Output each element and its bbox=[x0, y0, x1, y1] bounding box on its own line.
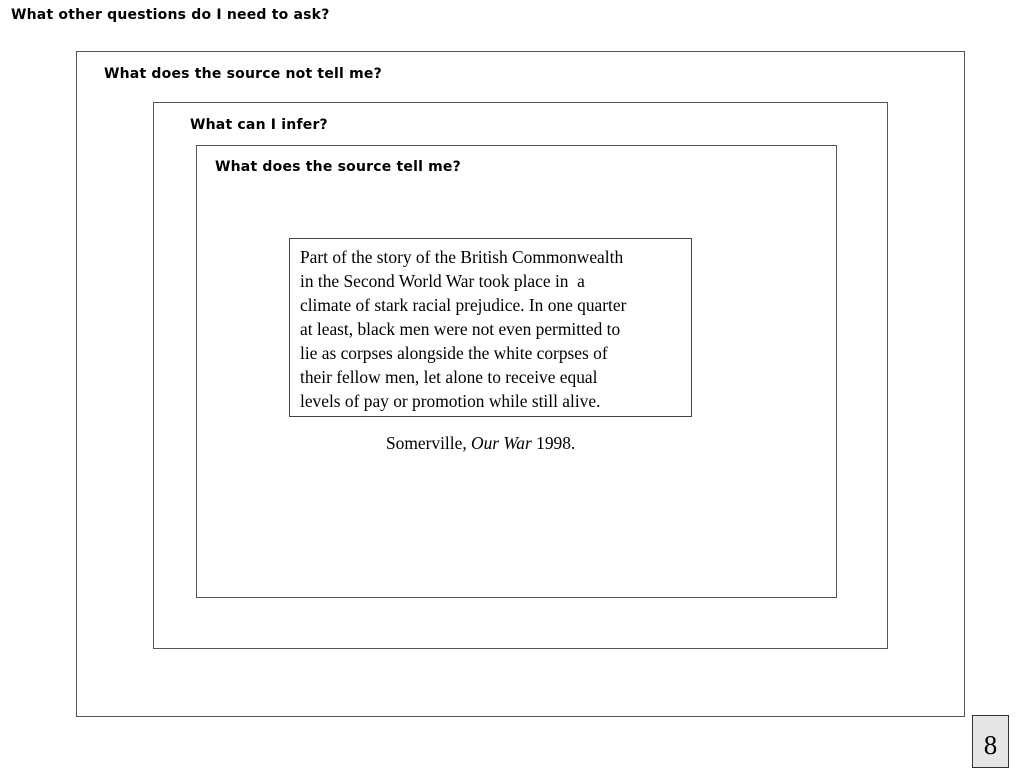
page-number: 8 bbox=[972, 715, 1009, 768]
source-line: in the Second World War took place in a bbox=[300, 271, 585, 291]
source-extract bbox=[289, 238, 692, 417]
heading-infer: What can I infer? bbox=[190, 117, 328, 133]
source-line: their fellow men, let alone to receive equal bbox=[300, 367, 598, 387]
citation-title: Our War bbox=[471, 433, 532, 453]
heading-source-not-tell: What does the source not tell me? bbox=[104, 66, 382, 82]
citation-year: 1998. bbox=[536, 433, 576, 453]
citation-author: Somerville, bbox=[386, 433, 467, 453]
source-line: climate of stark racial prejudice. In one quarter bbox=[300, 295, 627, 315]
source-line: levels of pay or promotion while still alive. bbox=[300, 391, 601, 411]
source-line: lie as corpses alongside the white corpses of bbox=[300, 343, 608, 363]
source-line: Part of the story of the British Commonwealth bbox=[300, 247, 624, 267]
heading-source-tell: What does the source tell me? bbox=[215, 159, 461, 175]
heading-other-questions: What other questions do I need to ask? bbox=[11, 7, 330, 23]
source-citation bbox=[386, 433, 575, 454]
source-line: at least, black men were not even permitted to bbox=[300, 319, 621, 339]
